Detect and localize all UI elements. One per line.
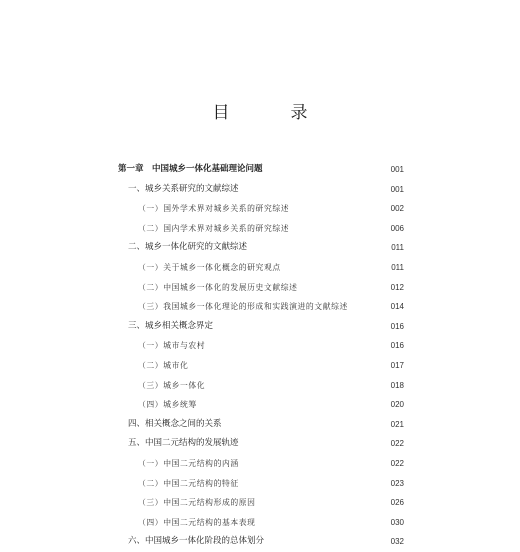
toc-page-number: 018	[390, 380, 404, 390]
toc-section-entry	[118, 238, 404, 258]
toc-entry-text: 六、中国城乡一体化阶段的总体划分	[128, 536, 265, 547]
toc-subsection-entry	[118, 513, 404, 533]
toc-page-number: 001	[390, 184, 404, 194]
toc-entry-text: （三）城乡一体化	[138, 380, 206, 390]
toc-page-number: 011	[391, 243, 404, 253]
toc-page-number: 022	[390, 458, 404, 468]
toc-subsection-entry	[118, 493, 404, 513]
toc-entry-text: （二）中国二元结构的特征	[138, 478, 239, 488]
toc-entry-text: 第一章 中国城乡一体化基础理论问题	[118, 164, 263, 174]
toc-entry-text: （二）中国城乡一体化的发展历史文献综述	[138, 282, 298, 292]
toc-entry-text: （一）城市与农村	[138, 341, 206, 351]
toc-subsection-entry	[118, 199, 404, 219]
toc-page-number: 016	[390, 341, 404, 351]
toc-subsection-entry	[118, 454, 404, 474]
toc-page-number: 030	[390, 517, 404, 527]
toc-page-number: 032	[390, 537, 404, 547]
toc-page-number: 001	[390, 165, 404, 174]
toc-entry-text: 五、中国二元结构的发展轨迹	[128, 438, 239, 449]
toc-page-number: 023	[390, 478, 404, 488]
toc-entry-text: 一、城乡关系研究的文献综述	[128, 183, 239, 194]
toc-entry-text: （一）关于城乡一体化概念的研究观点	[138, 262, 281, 272]
toc-page-number: 022	[390, 439, 404, 449]
toc-page-number: 014	[390, 302, 404, 312]
toc-section-entry	[118, 317, 404, 337]
toc-list	[118, 160, 404, 552]
toc-entry-text: （一）中国二元结构的内涵	[138, 458, 239, 468]
toc-page-number: 021	[390, 419, 404, 429]
toc-subsection-entry	[118, 356, 404, 376]
toc-subsection-entry	[118, 297, 404, 317]
toc-page-number: 026	[390, 498, 404, 508]
toc-subsection-entry	[118, 336, 404, 356]
toc-entry-text: （三）我国城乡一体化理论的形成和实践演进的文献综述	[138, 302, 348, 312]
toc-subsection-entry	[118, 278, 404, 298]
toc-subsection-entry	[118, 395, 404, 415]
toc-entry-text: （一）国外学术界对城乡关系的研究综述	[138, 204, 290, 214]
toc-entry-text: 四、相关概念之间的关系	[128, 418, 222, 429]
toc-title: 目 录	[212, 103, 330, 123]
toc-chapter-entry	[118, 160, 404, 180]
toc-entry-text: （三）中国二元结构形成的原因	[138, 498, 256, 508]
toc-section-entry	[118, 532, 404, 552]
toc-entry-text: 三、城乡相关概念界定	[128, 320, 214, 331]
toc-section-entry	[118, 434, 404, 454]
toc-entry-text: （二）国内学术界对城乡关系的研究综述	[138, 223, 290, 233]
toc-page-number: 016	[390, 321, 404, 331]
toc-entry-text: （二）城市化	[138, 360, 189, 370]
toc-page-number: 011	[391, 262, 404, 272]
toc-section-entry	[118, 180, 404, 200]
toc-subsection-entry	[118, 258, 404, 278]
toc-entry-text: 二、城乡一体化研究的文献综述	[128, 242, 248, 253]
toc-entry-text: （四）中国二元结构的基本表现	[138, 517, 256, 527]
toc-page-number: 012	[390, 282, 404, 292]
toc-page-number: 006	[390, 223, 404, 233]
toc-subsection-entry	[118, 376, 404, 396]
toc-subsection-entry	[118, 219, 404, 239]
toc-page-number: 020	[390, 400, 404, 410]
toc-page-number: 002	[390, 204, 404, 214]
toc-subsection-entry	[118, 474, 404, 494]
toc-section-entry	[118, 415, 404, 435]
toc-entry-text: （四）城乡统筹	[138, 400, 197, 410]
toc-page-number: 017	[390, 360, 404, 370]
